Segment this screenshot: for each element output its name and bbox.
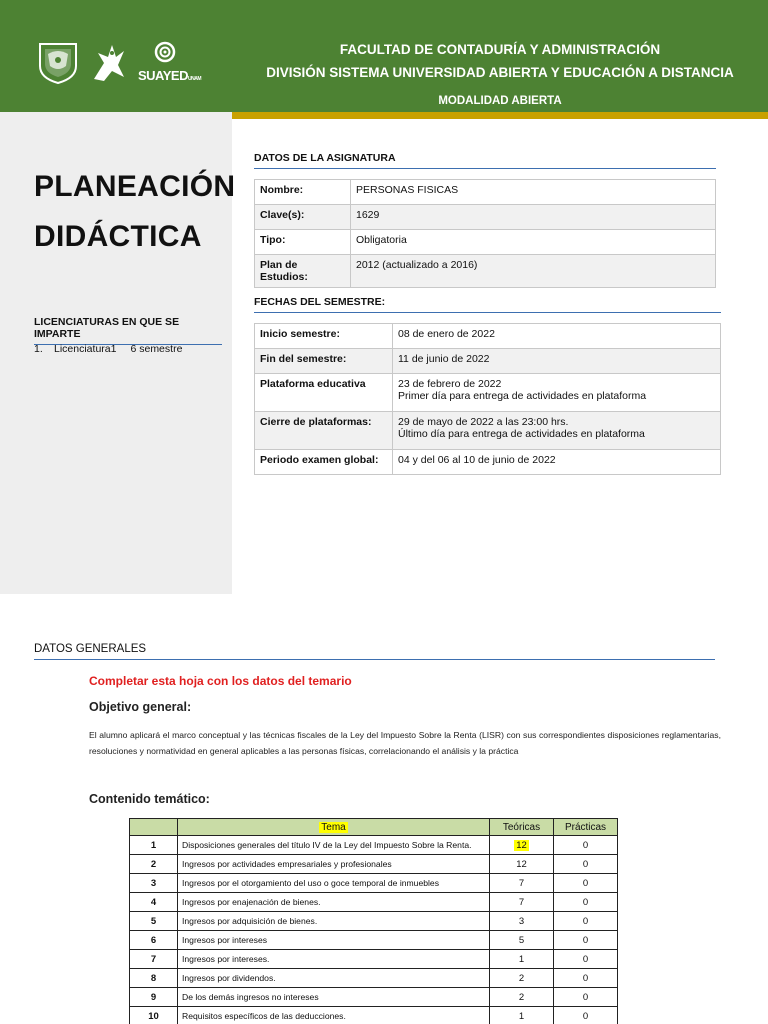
table-row	[130, 950, 618, 969]
tema-num: 6	[130, 931, 178, 950]
objetivo-text: El alumno aplicará el marco conceptual y las técnicas fiscales de la Ley del Impuesto Sobre la Renta (LISR) con sus correspondientes disposiciones reglamentarias, resoluciones y normatividad en general aplicables a las personas físicas, correlacionando el análisis y la práctica	[89, 730, 721, 756]
table-row	[255, 205, 716, 230]
asig-value: 2012 (actualizado a 2016)	[351, 255, 716, 288]
tema-practicas: 0	[554, 950, 618, 969]
header-practicas: Prácticas	[554, 819, 618, 836]
tema-name: Ingresos por dividendos.	[178, 969, 490, 988]
lic-name: Licenciatura1	[54, 343, 117, 355]
tema-teoricas	[490, 836, 554, 855]
tema-practicas: 0	[554, 893, 618, 912]
fecha-value-line1: 23 de febrero de 2022	[398, 378, 502, 390]
tema-num: 5	[130, 912, 178, 931]
fecha-value	[393, 450, 721, 475]
unam-shield-icon	[36, 42, 80, 84]
tema-practicas: 0	[554, 1007, 618, 1024]
lic-num: 1.	[34, 343, 43, 355]
contenido-heading: Contenido temático:	[89, 792, 210, 806]
tema-practicas: 0	[554, 855, 618, 874]
fecha-value-line1: 11 de junio de 2022	[398, 353, 490, 365]
instruction-text: Completar esta hoja con los datos del temario	[89, 674, 352, 688]
tema-name: Ingresos por enajenación de bienes.	[178, 893, 490, 912]
table-row	[130, 893, 618, 912]
asig-label: Clave(s):	[255, 205, 351, 230]
table-row	[255, 374, 721, 412]
tema-num: 4	[130, 893, 178, 912]
table-row	[255, 349, 721, 374]
asig-value: Obligatoria	[351, 230, 716, 255]
tema-teoricas: 5	[490, 931, 554, 950]
header-tema-label: Tema	[321, 821, 346, 833]
suayed-logo	[138, 41, 200, 85]
licenciatura-item	[34, 343, 182, 355]
asig-label: Nombre:	[255, 180, 351, 205]
table-row	[130, 912, 618, 931]
tema-name: Ingresos por intereses.	[178, 950, 490, 969]
asig-value: PERSONAS FISICAS	[351, 180, 716, 205]
table-row	[255, 412, 721, 450]
table-row	[130, 874, 618, 893]
tema-teoricas: 3	[490, 912, 554, 931]
header-teoricas: Teóricas	[490, 819, 554, 836]
faculty-title: FACULTAD DE CONTADURÍA Y ADMINISTRACIÓN	[339, 42, 661, 57]
tema-teoricas-value: 12	[516, 839, 527, 851]
table-row	[255, 230, 716, 255]
tema-name: Ingresos por el otorgamiento del uso o goce temporal de inmuebles	[178, 874, 490, 893]
fecha-value	[393, 374, 721, 412]
asig-label: Plan de Estudios:	[255, 255, 351, 288]
table-row	[130, 1007, 618, 1024]
tema-practicas: 0	[554, 988, 618, 1007]
modality-title: MODALIDAD ABIERTA	[438, 95, 562, 107]
table-row	[130, 855, 618, 874]
table-header-row	[130, 819, 618, 836]
tema-teoricas: 7	[490, 874, 554, 893]
tema-name: Ingresos por actividades empresariales y profesionales	[178, 855, 490, 874]
tema-practicas: 0	[554, 836, 618, 855]
table-row	[255, 180, 716, 205]
tema-num: 1	[130, 836, 178, 855]
tema-name: Ingresos por intereses	[178, 931, 490, 950]
table-row	[130, 969, 618, 988]
tema-name: Disposiciones generales del título IV de la Ley del Impuesto Sobre la Renta.	[178, 836, 490, 855]
datos-generales-heading: DATOS GENERALES	[34, 643, 715, 660]
table-row	[130, 988, 618, 1007]
licenciaturas-heading: LICENCIATURAS EN QUE SE IMPARTE	[34, 316, 222, 345]
table-row	[255, 324, 721, 349]
fecha-value-line1: 29 de mayo de 2022 a las 23:00 hrs.	[398, 416, 569, 428]
eagle-icon	[90, 41, 128, 85]
tema-name: De los demás ingresos no intereses	[178, 988, 490, 1007]
temario-table	[129, 818, 618, 1024]
fecha-label: Plataforma educativa	[255, 374, 393, 412]
fecha-value-line1: 04 y del 06 al 10 de junio de 2022	[398, 454, 556, 466]
fecha-value-line2: Primer día para entrega de actividades en plataforma	[398, 390, 647, 402]
fecha-label: Fin del semestre:	[255, 349, 393, 374]
fecha-value	[393, 324, 721, 349]
tema-teoricas: 1	[490, 1007, 554, 1024]
doc-title-line2: DIDÁCTICA	[34, 220, 202, 253]
fecha-value-line1: 08 de enero de 2022	[398, 328, 495, 340]
tema-num: 10	[130, 1007, 178, 1024]
tema-name: Requisitos específicos de las deducciones.	[178, 1007, 490, 1024]
header-bar	[0, 0, 768, 112]
tema-num: 8	[130, 969, 178, 988]
lic-semester: 6 semestre	[130, 343, 183, 355]
fecha-label: Inicio semestre:	[255, 324, 393, 349]
fecha-label: Cierre de plataformas:	[255, 412, 393, 450]
tema-teoricas: 7	[490, 893, 554, 912]
suayed-text: SUAYEDUNAM	[138, 68, 201, 83]
objetivo-heading: Objetivo general:	[89, 700, 192, 714]
tema-teoricas: 1	[490, 950, 554, 969]
tema-teoricas: 2	[490, 988, 554, 1007]
table-row	[130, 836, 618, 855]
fecha-value	[393, 349, 721, 374]
fecha-label: Periodo examen global:	[255, 450, 393, 475]
fechas-table	[254, 323, 721, 475]
tema-practicas: 0	[554, 969, 618, 988]
header-tema	[178, 819, 490, 836]
tema-teoricas: 12	[490, 855, 554, 874]
asignatura-table	[254, 179, 716, 288]
tema-practicas: 0	[554, 931, 618, 950]
tema-practicas: 0	[554, 912, 618, 931]
tema-num: 2	[130, 855, 178, 874]
table-row	[255, 450, 721, 475]
tema-practicas: 0	[554, 874, 618, 893]
division-title: DIVISIÓN SISTEMA UNIVERSIDAD ABIERTA Y EDUCACIÓN A DISTANCIA	[266, 65, 734, 80]
table-row	[255, 255, 716, 288]
table-row	[130, 931, 618, 950]
asig-label: Tipo:	[255, 230, 351, 255]
logo-group	[36, 40, 200, 86]
header-accent-line	[232, 112, 768, 119]
fechas-heading: FECHAS DEL SEMESTRE:	[254, 296, 721, 313]
tema-num: 9	[130, 988, 178, 1007]
fecha-value	[393, 412, 721, 450]
fecha-value-line2: Último día para entrega de actividades en plataforma	[398, 428, 645, 440]
tema-num: 7	[130, 950, 178, 969]
tema-name: Ingresos por adquisición de bienes.	[178, 912, 490, 931]
tema-num: 3	[130, 874, 178, 893]
header-num	[130, 819, 178, 836]
doc-title-line1: PLANEACIÓN	[34, 170, 236, 203]
asig-value: 1629	[351, 205, 716, 230]
asignatura-heading: DATOS DE LA ASIGNATURA	[254, 152, 716, 169]
tema-teoricas: 2	[490, 969, 554, 988]
